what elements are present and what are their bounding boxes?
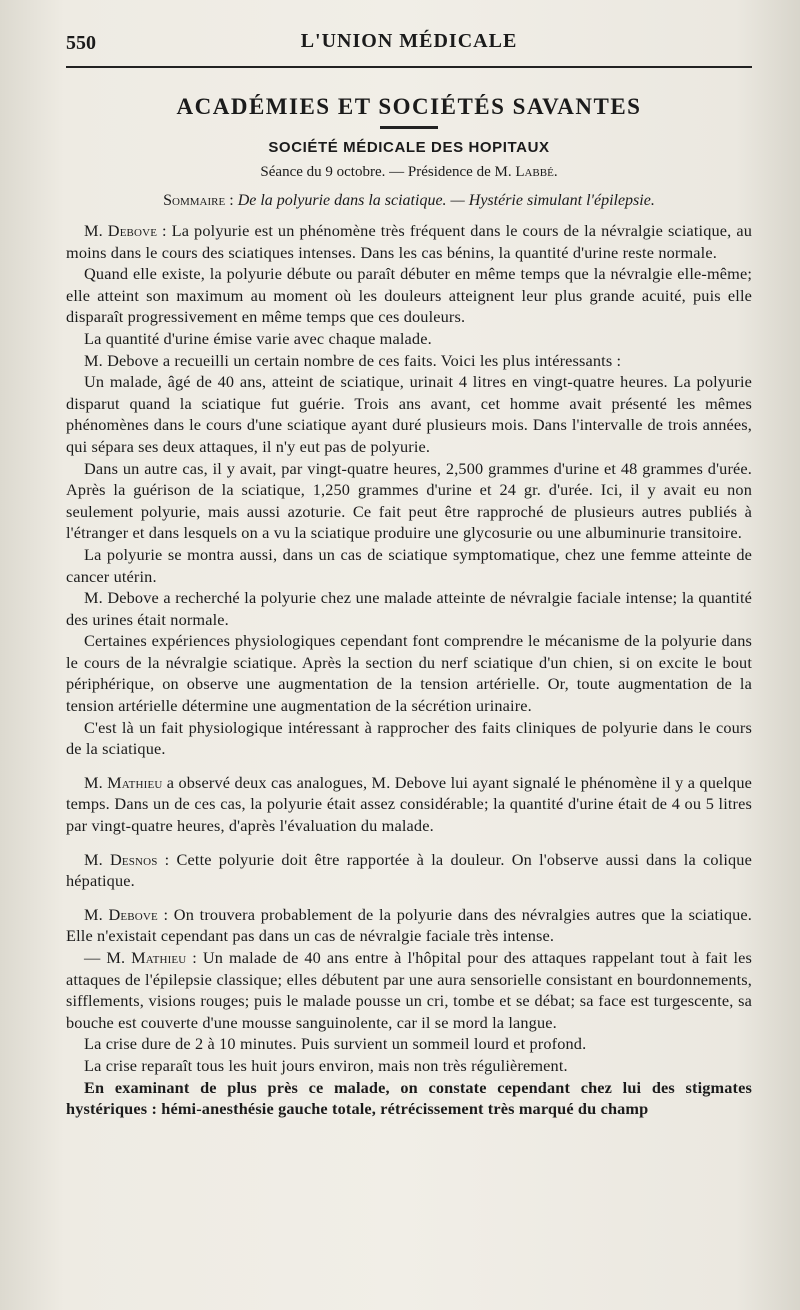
session-president: Labbé. [515,164,558,180]
paragraph: M. Desnos : Cette polyurie doit être rapportée à la douleur. On l'observe aussi dans la colique hépatique. [66,849,752,891]
speaker: — M. Mathieu [84,948,187,967]
paragraph: La crise reparaît tous les huit jours environ, mais non très régulièrement. [84,1055,568,1075]
summary-text: De la polyurie dans la sciatique. — Hystérie simulant l'épilepsie. [237,192,655,209]
summary-line: Sommaire : De la polyurie dans la sciatique. — Hystérie simulant l'épilepsie. [163,192,655,209]
paragraph: M. Mathieu a observé deux cas analogues, M. Debove lui ayant signalé le phénomène il y a quelque temps. Dans un de ces cas, la polyurie était assez considérable; la quantité d'urine était de 4 ou 5 litres par vingt-quatre heures, d'après l'évaluation du malade. [66,772,753,836]
speaker: M. Mathieu [84,772,163,792]
paragraph: M. Debove : On trouvera probablement de la polyurie dans des névralgies autres que la sciatique. Elle n'existait cependant pas dans un cas de névralgie faciale très intense. [66,904,753,946]
paragraph: C'est là un fait physiologique intéressant à rapprocher des faits cliniques de polyurie dans le cours de la sciatique. [66,717,752,759]
summary-label: Sommaire [163,192,226,209]
paragraph: La polyurie se montra aussi, dans un cas de sciatique symptomatique, chez une femme atteinte de cancer utérin. [66,544,752,586]
paragraph: En examinant de plus près ce malade, on constate cependant chez lui des stigmates hystériques : hémi-anesthésie gauche totale, rétrécissement très marqué du champ [66,1077,752,1119]
header-rule [66,66,752,68]
running-header [66,28,752,62]
session-text: Séance du 9 octobre. — Présidence de M. [260,164,516,180]
speaker: M. Debove [84,904,158,924]
page-number: 550 [66,32,96,54]
paragraph: M. Debove : La polyurie est un phénomène très fréquent dans le cours de la névralgie sciatique, au moins dans le cours des sciatiques intenses. Dans les cas bénins, la quantité d'urine reste normale. [66,221,752,262]
paragraph: Certaines expériences physiologiques cependant font comprendre le mécanisme de la polyurie dans le cours de la névralgie sciatique. Après la section du nerf sciatique d'un chien, si on excite le bout périphérique, on observe une augmentation de la tension artérielle. Or, toute augmentation de la tension artérielle détermine une augmentation de la sécrétion urinaire. [66,631,752,716]
session-line [66,164,752,181]
speaker: M. Desnos [84,849,158,869]
paragraph: M. Debove a recueilli un certain nombre de ces faits. Voici les plus intéressants : [84,350,622,370]
paragraph: Quand elle existe, la polyurie débute ou paraît débuter en même temps que la névralgie elle-même; elle atteint son maximum au moment où les douleurs atteignent leur plus grande acuité, puis elle disparaît progressivement en même temps que ces douleurs. [66,264,752,327]
paragraph: M. Debove a recherché la polyurie chez une malade atteinte de névralgie faciale intense; la quantité des urines était normale. [66,588,752,629]
paragraph: La quantité d'urine émise varie avec chaque malade. [84,328,432,348]
article-body [66,220,752,1120]
paragraph: Un malade, âgé de 40 ans, atteint de sciatique, urinait 4 litres en vingt-quatre heures. La polyurie disparut quand la sciatique fut guérie. Trois ans avant, cet homme avait présenté les mêmes phénomènes dans le cours d'une sciatique ayant duré plusieurs mois. Dans l'intervalle de trois années, qui sépara ses deux attaques, il n'y eut pas de polyurie. [66,372,752,456]
section-title: ACADÉMIES ET SOCIÉTÉS SAVANTES [176,94,642,119]
paragraph: La crise dure de 2 à 10 minutes. Puis survient un sommeil lourd et profond. [84,1034,587,1054]
paragraph: Dans un autre cas, il y avait, par vingt-quatre heures, 2,500 grammes d'urine et 48 grammes d'urée. Après la guérison de la sciatique, 1,250 grammes d'urine et 24 gr. d'urée. Ici, il y avait eu non seulement polyurie, mais aussi azoturie. Ce fait peut être rapproché de plusieurs autres publiés à l'étranger et dans lesquels on a vu la sciatique produire une glycosurie ou une albuminurie transitoire. [66,458,752,543]
title-rule [380,126,438,129]
speaker: M. Debove [84,221,158,240]
paragraph: — M. Mathieu : Un malade de 40 ans entre à l'hôpital pour des attaques rappelant tout à fait les attaques de l'épilepsie classique; elles débutent par une aura sensorielle consistant en bourdonnements, sifflements, visions rouges; puis le malade pousse un cri, tombe et se débat; sa face est turgescente, sa bouche est couverte d'une mousse sanguinolente, car il se mord la langue. [66,948,752,1032]
society-name: SOCIÉTÉ MÉDICALE DES HOPITAUX [268,139,550,156]
journal-title: L'UNION MÉDICALE [300,30,518,52]
